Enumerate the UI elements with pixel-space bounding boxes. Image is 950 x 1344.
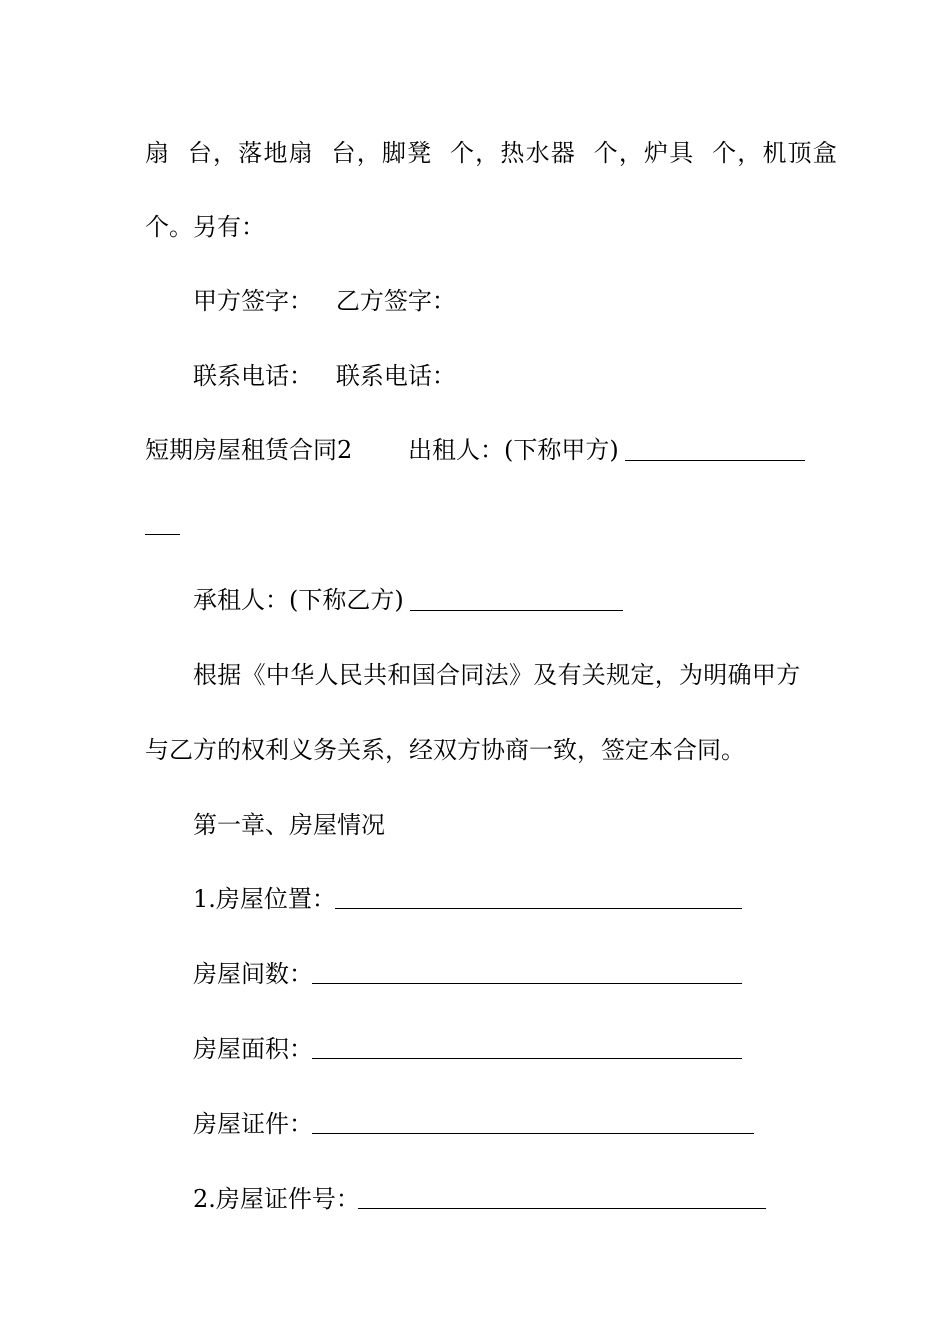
certificate-number-blank[interactable] (358, 1186, 766, 1209)
room-count-blank[interactable] (312, 961, 742, 984)
field-label: 房屋间数： (193, 960, 313, 988)
certificate-blank[interactable] (312, 1111, 754, 1134)
text-line: 根据《中华人民共和国合同法》及有关规定，为明确甲方 (193, 661, 801, 689)
field-label: 房屋面积： (193, 1035, 313, 1063)
chapter-heading: 第一章、房屋情况 (193, 811, 385, 839)
area-blank[interactable] (312, 1036, 742, 1059)
lessee-label: 承租人：(下称乙方) (193, 586, 404, 614)
lessor-label: 出租人：(下称甲方) (408, 436, 619, 464)
lessor-blank-continued[interactable] (145, 512, 180, 535)
lessee-blank[interactable] (410, 588, 623, 611)
field-label: 1.房屋位置： (193, 885, 336, 913)
signature-line: 甲方签字： 乙方签字： (193, 287, 456, 315)
phone-line: 联系电话： 联系电话： (193, 362, 456, 390)
text-line: 与乙方的权利义务关系，经双方协商一致，签定本合同。 (145, 736, 745, 764)
lessor-blank[interactable] (625, 438, 805, 461)
field-label: 房屋证件： (193, 1110, 313, 1138)
text-line: 个。另有： (145, 213, 265, 241)
location-blank[interactable] (335, 886, 742, 909)
contract-title: 短期房屋租赁合同2 (145, 436, 353, 464)
text-line: 扇 台，落地扇 台，脚凳 个，热水器 个，炉具 个，机顶盒 (145, 139, 839, 167)
field-label: 2.房屋证件号： (193, 1185, 360, 1213)
